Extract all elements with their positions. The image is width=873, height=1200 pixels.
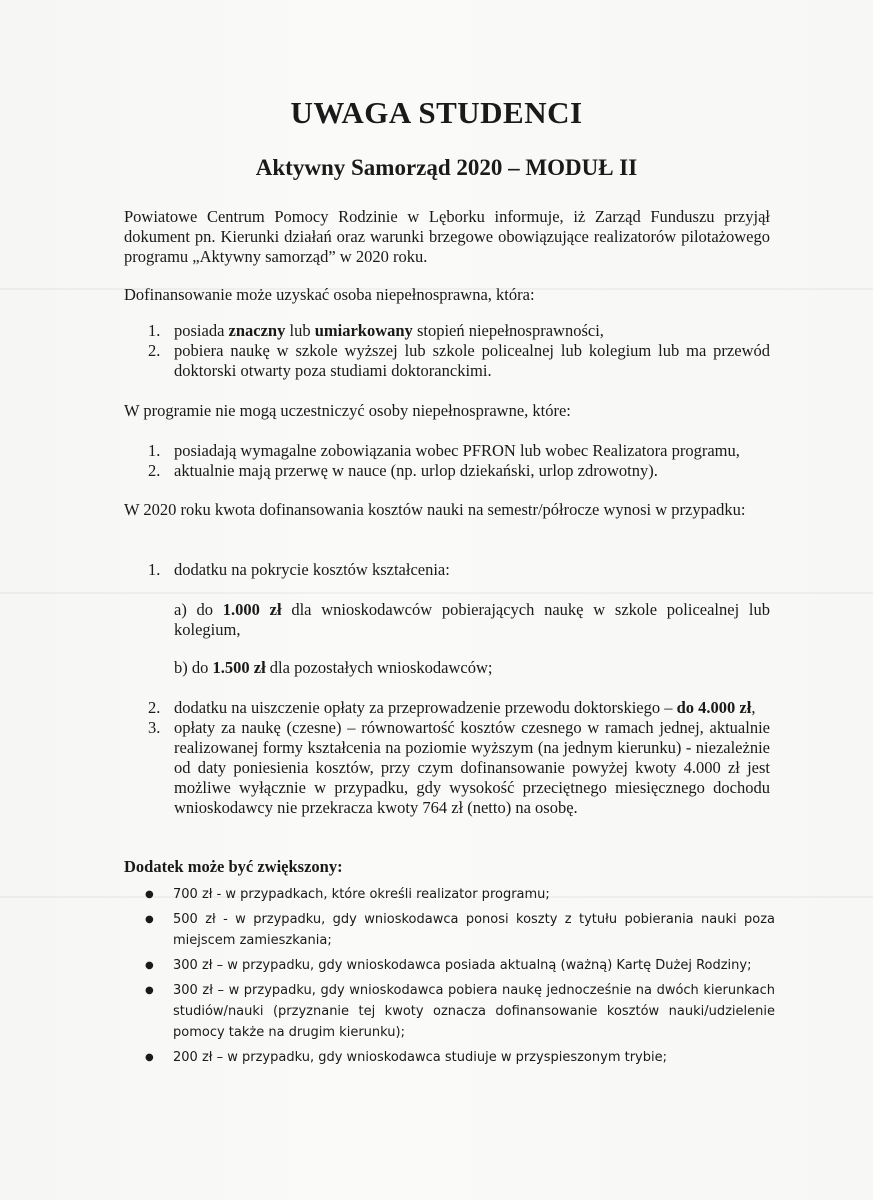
bullet-icon: ● [145,960,154,971]
bullet-icon: ● [145,985,154,996]
list-item: ● 200 zł – w przypadku, gdy wnioskodawca studiuje w przyspieszonym trybie; [145,1047,775,1068]
list-item: ● 500 zł - w przypadku, gdy wnioskodawca ponosi koszty z tytułu pobierania nauki poza miejscem zamieszkania; [145,909,775,951]
eligible-intro: Dofinansowanie może uzyskać osoba niepełnosprawna, która: [124,285,535,304]
list-item: 2. dodatku na uiszczenie opłaty za przeprowadzenie przewodu doktorskiego – do 4.000 zł, [148,698,756,717]
list-item: ● 700 zł - w przypadkach, które określi realizator programu; [145,884,775,905]
increase-heading: Dodatek może być zwiększony: [124,857,343,876]
list-item: 2. pobiera naukę w szkole wyższej lub szkole policealnej lub kolegium lub ma przewód doktorski otwarty poza studiami doktoranckimi. [148,341,770,380]
bullet-icon: ● [145,1052,154,1063]
increase-list [145,884,775,1072]
list-item: 3. opłaty za naukę (czesne) – równowartość kosztów czesnego w ramach jednej, aktualnie realizowanej formy kształcenia na poziomie wyższym (na jednym kierunku) - niezależnie od daty poniesienia kosztów, przy czym dofinansowanie powyżej kwoty 4.000 zł jest możliwe wyłącznie w przypadku, gdy wysokość przeciętnego miesięcznego dochodu wnioskodawcy nie przekracza kwoty 764 zł (netto) na osobę. [148,718,770,817]
list-item: 2. aktualnie mają przerwę w nauce (np. urlop dziekański, urlop zdrowotny). [148,461,658,480]
amount-option-a: a) do 1.000 zł dla wnioskodawców pobierających naukę w szkole policealnej lub kolegium, [174,600,770,639]
list-item: 1. posiadają wymagalne zobowiązania wobec PFRON lub wobec Realizatora programu, [148,441,740,460]
excluded-list [148,441,770,481]
paper-fold [0,592,873,594]
amount-item-1: 1. dodatku na pokrycie kosztów kształcenia: [148,560,450,579]
excluded-intro: W programie nie mogą uczestniczyć osoby niepełnosprawne, które: [124,401,571,420]
intro-paragraph: Powiatowe Centrum Pomocy Rodzinie w Lęborku informuje, iż Zarząd Funduszu przyjął dokument pn. Kierunki działań oraz warunki brzegowe obowiązujące realizatorów pilotażowego programu „Aktywny samorząd” w 2020 roku. [124,207,770,266]
amount-items-2-3 [148,698,770,818]
list-item: 1. posiada znaczny lub umiarkowany stopień niepełnosprawności, [148,321,604,340]
eligible-list [148,321,770,381]
list-item: ● 300 zł – w przypadku, gdy wnioskodawca posiada aktualną (ważną) Kartę Dużej Rodziny; [145,955,775,976]
amount-intro: W 2020 roku kwota dofinansowania kosztów nauki na semestr/półrocze wynosi w przypadku: [124,500,746,519]
list-item: ● 300 zł – w przypadku, gdy wnioskodawca pobiera naukę jednocześnie na dwóch kierunkach studiów/nauki (przyznanie tej kwoty oznacza dofinansowanie kosztów nauki/udzielenie pomocy także na drugim kierunku); [145,980,775,1043]
bullet-icon: ● [145,914,154,925]
page-subtitle: Aktywny Samorząd 2020 – MODUŁ II [255,155,638,180]
page-title: UWAGA STUDENCI [290,95,583,130]
bullet-icon: ● [145,889,154,900]
amount-option-b: b) do 1.500 zł dla pozostałych wnioskodawców; [174,658,493,677]
